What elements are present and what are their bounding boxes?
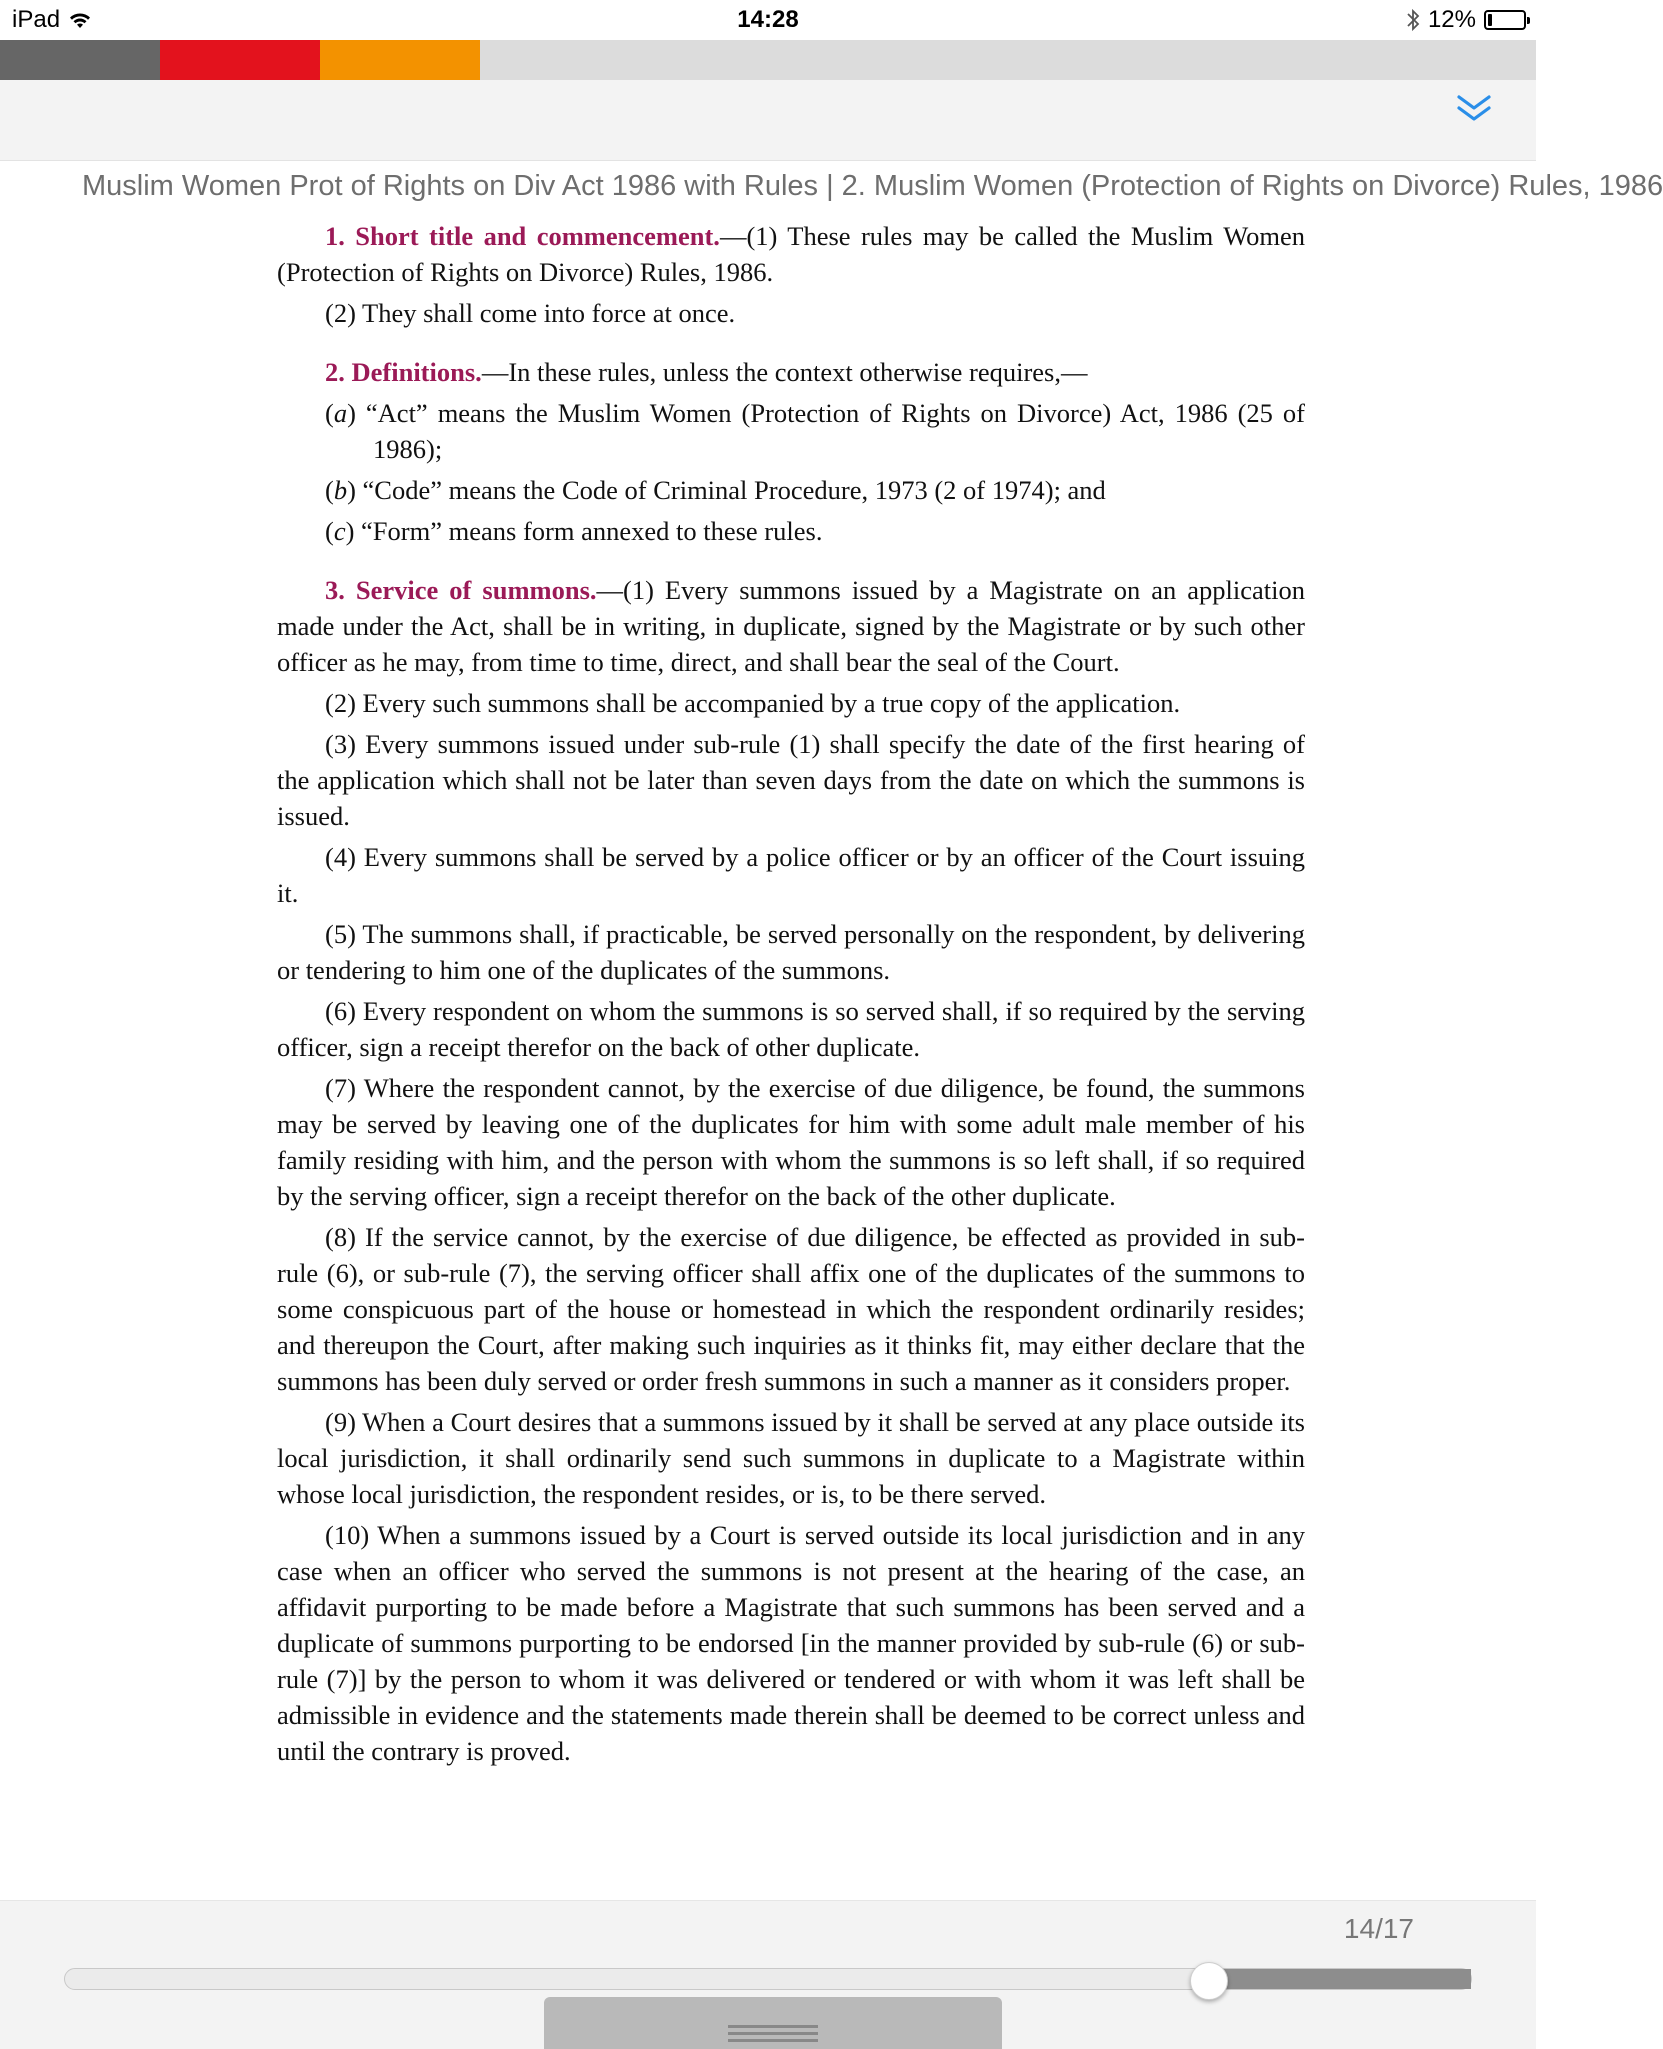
page-slider-track[interactable] xyxy=(64,1968,1472,1990)
battery-level xyxy=(1488,14,1492,26)
rule-3-sub-5: (5) The summons shall, if practicable, be served personally on the respondent, by delivering or tendering to him one of the duplicates of the summons. xyxy=(277,919,1305,985)
rule-2-heading: 2. Definitions. xyxy=(325,357,482,387)
grip-lines-icon xyxy=(728,2039,818,2042)
definition-label: a xyxy=(333,398,348,428)
document-page xyxy=(277,218,1305,1774)
status-time: 14:28 xyxy=(737,6,799,33)
page-slider-fill xyxy=(1207,1969,1471,1989)
rule-3-text: —(1) Every summons issued by a Magistrate on an application made under the Act, shall be in writing, in duplicate, signed by the Magistrate or by such other officer as he may, from time to time, direct, and shall bear the seal of the Court. xyxy=(277,575,1305,677)
grip-lines-icon xyxy=(728,2032,818,2035)
color-segment xyxy=(0,40,160,80)
rule-3-paragraph xyxy=(277,572,1305,680)
rule-3-sub-6: (6) Every respondent on whom the summons is so served shall, if so required by the serving officer, sign a receipt therefor on the back of other duplicate. xyxy=(277,996,1305,1062)
color-segment-bar xyxy=(0,40,1536,80)
rule-3-sub-10: (10) When a summons issued by a Court is served outside its local jurisdiction and in any case when an officer who served the summons is not present at the hearing of the case, an affidavit purporting to be made before a Magistrate that such summons has been served and a duplicate of summons purporting to be endorsed [in the manner provided by sub-rule (6) or sub-rule (7)] by the person to whom it was delivered or tendered or with whom it was left shall be admissible in evidence and the statements made therein shall be deemed to be correct unless and until the contrary is proved. xyxy=(277,1520,1305,1766)
definition-label: b xyxy=(333,475,348,505)
definition-label: c xyxy=(333,516,346,546)
rule-3-sub-7: (7) Where the respondent cannot, by the exercise of due diligence, be found, the summons may be served by leaving one of the duplicates for him with some adult male member of his family residing with him, and the person with whom the summons is so left shall, if so required by the serving officer, sign a receipt therefor on the back of the other duplicate. xyxy=(277,1073,1305,1211)
rule-1-paragraph xyxy=(277,218,1305,290)
definition-text: “Act” means the Muslim Women (Protection of Rights on Divorce) Act, 1986 (25 of 1986); xyxy=(365,398,1305,464)
rule-3-heading: 3. Service of summons. xyxy=(325,575,597,605)
definition-item-b: (b) “Code” means the Code of Criminal Procedure, 1973 (2 of 1974); and xyxy=(325,475,1106,505)
rule-3-sub-9: (9) When a Court desires that a summons issued by it shall be served at any place outside its local jurisdiction, it shall ordinarily send such summons in duplicate to a Magistrate within whose local jurisdiction, the respondent resides, or is, to be there served. xyxy=(277,1407,1305,1509)
rule-3-sub-8: (8) If the service cannot, by the exercise of due diligence, be effected as provided in sub-rule (6), or sub-rule (7), the serving officer shall affix one of the duplicates of the summons to some conspicuous part of the house or homestead in which the respondent ordinarily resides; and thereupon the Court, after making such inquiries as it thinks fit, may either declare that the summons has been duly served or order fresh summons in such a manner as it considers proper. xyxy=(277,1222,1305,1396)
rule-2-paragraph xyxy=(277,354,1305,390)
rule-2-intro: —In these rules, unless the context otherwise requires,— xyxy=(481,357,1088,387)
color-segment xyxy=(160,40,320,80)
bottom-drawer-handle[interactable] xyxy=(544,1997,1002,2049)
definition-text: “Code” means the Code of Criminal Procedure, 1973 (2 of 1974); and xyxy=(362,475,1106,505)
definition-item-a: (a) “Act” means the Muslim Women (Protection of Rights on Divorce) Act, 1986 (25 of 1986); xyxy=(325,398,1305,464)
status-right xyxy=(1406,6,1526,34)
rule-3-sub-3: (3) Every summons issued under sub-rule (1) shall specify the date of the first hearing of the application which shall not be later than seven days from the date on which the summons is issued. xyxy=(277,729,1305,831)
definition-item-c: (c) “Form” means form annexed to these rules. xyxy=(325,516,823,546)
bluetooth-icon xyxy=(1406,8,1420,32)
battery-icon xyxy=(1484,10,1526,30)
definition-text: “Form” means form annexed to these rules. xyxy=(361,516,823,546)
battery-percent: 12% xyxy=(1427,6,1476,33)
device-name: iPad xyxy=(12,6,61,33)
status-bar xyxy=(0,0,1536,40)
color-segment xyxy=(320,40,480,80)
rule-3-sub-4: (4) Every summons shall be served by a police officer or by an officer of the Court issuing it. xyxy=(277,842,1305,908)
reader-toolbar xyxy=(0,80,1536,161)
page-indicator: 14/17 xyxy=(1343,1913,1414,1944)
rule-1-text: —(1) These rules may be called the Muslim Women (Protection of Rights on Divorce) Rules, 1986. xyxy=(277,221,1305,287)
document-title: Muslim Women Prot of Rights on Div Act 1986 with Rules | 2. Muslim Women (Protection of Rights on Divorce) Rules, 1986 xyxy=(82,170,1663,202)
grip-lines-icon xyxy=(728,2025,818,2028)
rule-1-sub-2: (2) They shall come into force at once. xyxy=(325,298,736,328)
rule-3-sub-2: (2) Every such summons shall be accompanied by a true copy of the application. xyxy=(325,688,1181,718)
page-slider-thumb[interactable] xyxy=(1190,1962,1228,2000)
double-chevron-down-icon[interactable] xyxy=(1454,90,1494,130)
rule-1-heading: 1. Short title and commencement. xyxy=(325,221,720,251)
page-navigation-bar xyxy=(0,1900,1536,2049)
